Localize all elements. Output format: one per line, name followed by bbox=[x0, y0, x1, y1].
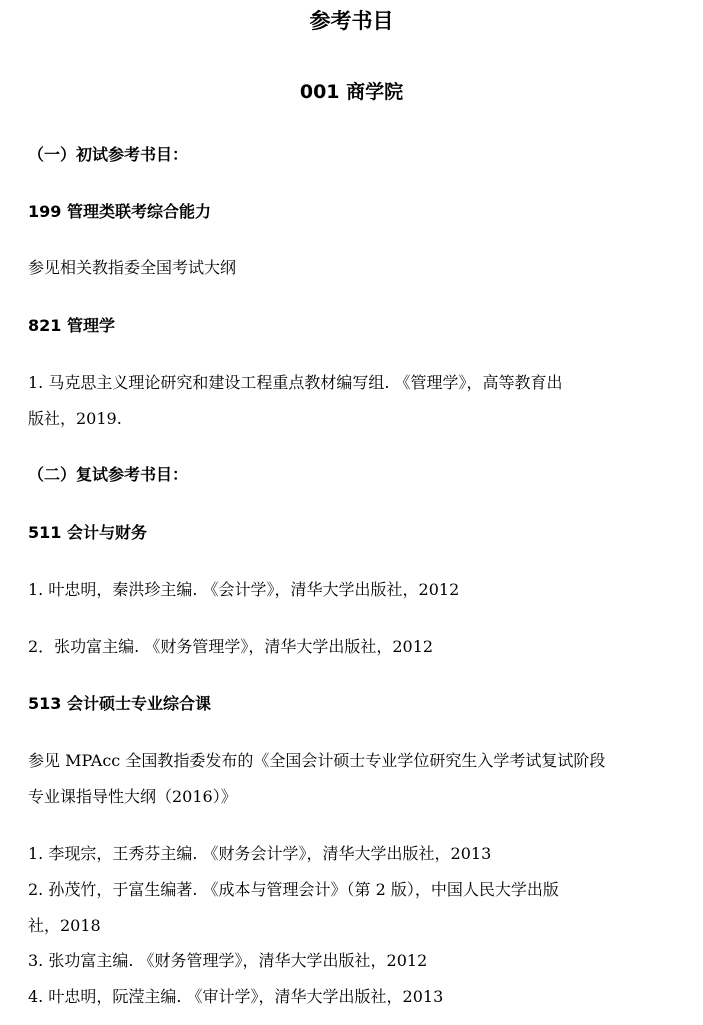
book-entry-513-1: 1. 李现宗，王秀芬主编. 《财务会计学》，清华大学出版社，2013 bbox=[28, 844, 492, 863]
book-entry-821-1-line1: 1. 马克思主义理论研究和建设工程重点教材编写组. 《管理学》，高等教育出 bbox=[28, 373, 563, 392]
book-entry-513-4: 4. 叶忠明，阮滢主编. 《审计学》，清华大学出版社，2013 bbox=[28, 987, 444, 1006]
section-heading-retest: （二）复试参考书目： bbox=[28, 465, 189, 484]
book-entry-511-1: 1. 叶忠明，秦洪珍主编. 《会计学》，清华大学出版社，2012 bbox=[28, 580, 460, 599]
subject-heading-511: 511 会计与财务 bbox=[28, 523, 147, 542]
subject-heading-513: 513 会计硕士专业综合课 bbox=[28, 694, 211, 713]
section-heading-initial-exam: （一）初试参考书目： bbox=[28, 145, 189, 164]
subject-heading-199: 199 管理类联考综合能力 bbox=[28, 202, 211, 221]
page-title: 参考书目 bbox=[309, 9, 394, 33]
reference-note-513-line2: 专业课指导性大纲（2016）》 bbox=[28, 787, 237, 806]
book-entry-821-1-line2: 版社，2019. bbox=[28, 409, 122, 428]
book-entry-511-2: 2．张功富主编. 《财务管理学》，清华大学出版社，2012 bbox=[28, 637, 434, 656]
reference-note-513-line1: 参见 MPAcc 全国教指委发布的《全国会计硕士专业学位研究生入学考试复试阶段 bbox=[28, 751, 606, 770]
book-entry-513-2-line1: 2. 孙茂竹，于富生编著. 《成本与管理会计》（第 2 版），中国人民大学出版 bbox=[28, 880, 559, 899]
book-entry-513-2-line2: 社，2018 bbox=[28, 916, 101, 935]
subject-heading-821: 821 管理学 bbox=[28, 316, 115, 335]
book-entry-513-3: 3. 张功富主编. 《财务管理学》，清华大学出版社，2012 bbox=[28, 951, 428, 970]
school-heading: 001 商学院 bbox=[299, 81, 404, 103]
reference-note-199: 参见相关教指委全国考试大纲 bbox=[28, 258, 237, 277]
